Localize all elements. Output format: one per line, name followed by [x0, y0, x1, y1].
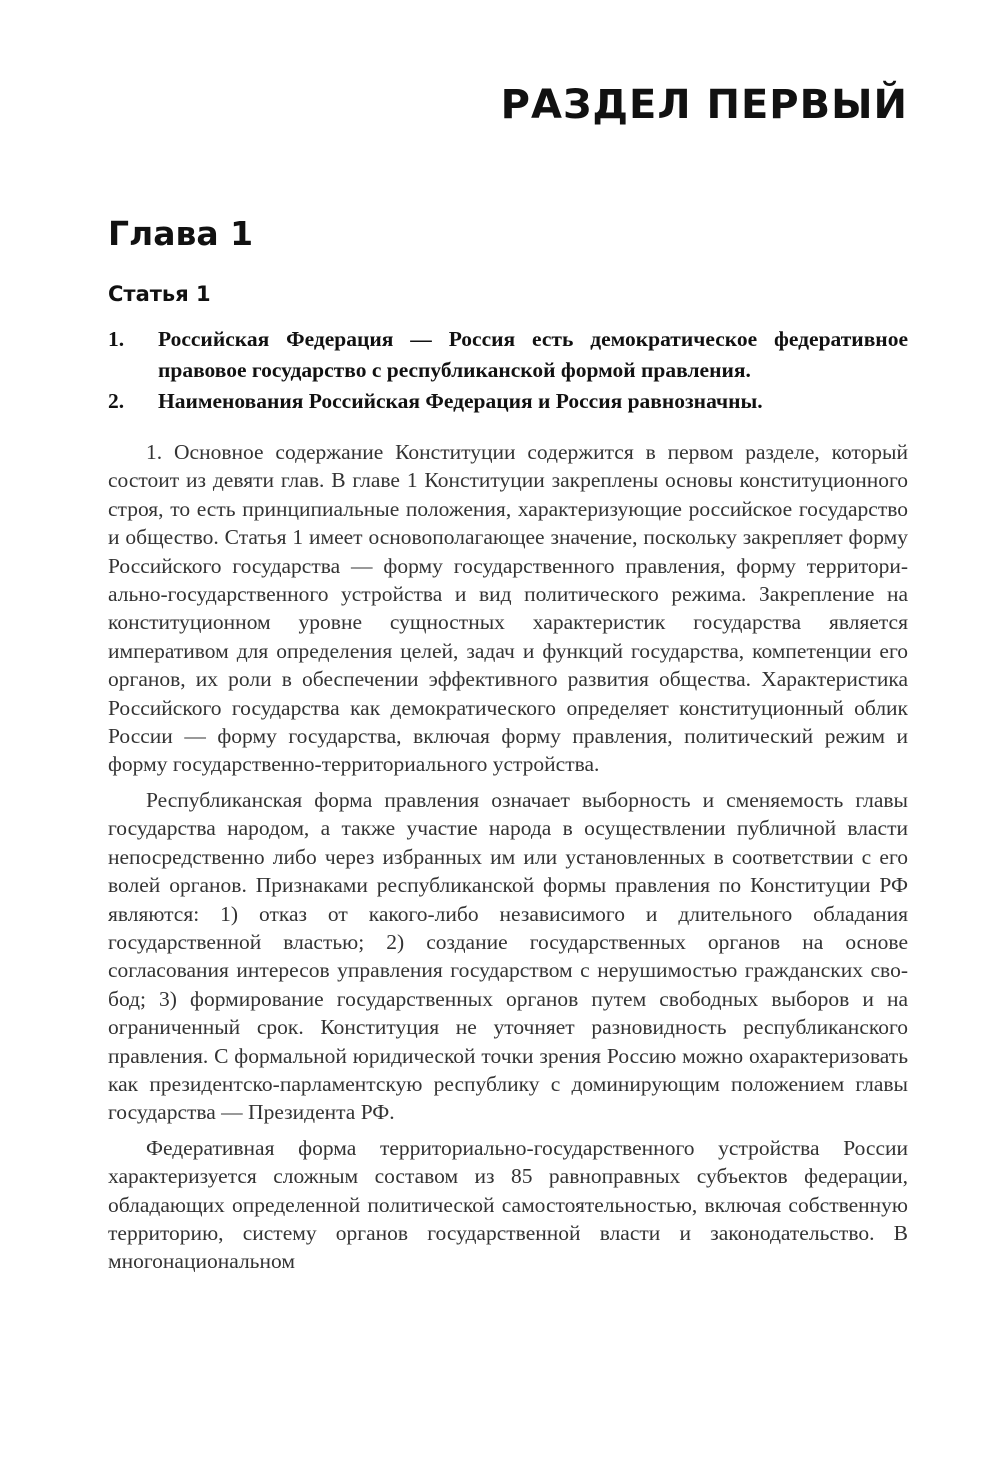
- provision-text: Наименования Российская Федерация и Россия равнозначны.: [158, 389, 763, 413]
- section-title: РАЗДЕЛ ПЕРВЫЙ: [500, 82, 908, 128]
- chapter-title: Глава 1: [108, 214, 254, 253]
- article-title: Статья 1: [108, 282, 211, 306]
- provision-item: [108, 324, 908, 386]
- article-provisions: [108, 324, 908, 417]
- commentary-paragraph: Республиканская форма правления означает выборность и сменяемость главы государства народом, а также участие народа в осуществлении публичной власти непосредственно либо через избранных им или установленных в соответствии с его волей органов. Признаками республиканской формы правления по Конституции РФ являются: 1) отказ от какого-либо независимого и длительного обладания государственной властью; 2) создание государственных органов на основе согласования интересов управления государством с нерушимостью гражданских свобод; 3) формирование государственных органов путем свободных выборов и на ограниченный срок. Конституция не уточняет разновидность республиканского правления. С формальной юридической точки зрения Россию можно охарактеризовать как президентско-парламентскую республику с доминирующим положением главы государства — Президента РФ.: [108, 787, 908, 1125]
- provision-item: [108, 386, 908, 417]
- commentary-paragraph: 1. Основное содержание Конституции содержится в первом разделе, который состоит из девяти глав. В главе 1 Конституции закреплены основы конституционного строя, то есть принципиальные положения, характеризующие российское государство и общество. Статья 1 имеет основополагающее значение, поскольку закрепляет форму Российского государства — форму государственного правления, форму территориально-государственного устройства и вид политического режима. Закрепление на конституционном уровне сущностных характеристик государства является императивом для определения целей, задач и функций государства, компетенции его органов, их роли в обеспечении эффективного развития общества. Характеристика Российского государства как демократического определяет конституционный облик России — форму государства, включая форму правления, политический режим и форму государственно-территориального устройства.: [108, 440, 908, 777]
- commentary-paragraph: Федеративная форма территориально-государственного устройства России характеризуется сложным составом из 85 равноправных субъектов федерации, обладающих определенной политической самостоятельностью, включая собственную территорию, систему органов государственной власти и законодательство. В многонациональном: [108, 1135, 908, 1274]
- commentary-text: [108, 438, 908, 1283]
- provision-number: 2.: [108, 389, 125, 413]
- provision-number: 1.: [108, 327, 125, 351]
- provision-text: Российская Федерация — Россия есть демократическое федеративное правовое государство с республиканской формой правления.: [158, 327, 908, 382]
